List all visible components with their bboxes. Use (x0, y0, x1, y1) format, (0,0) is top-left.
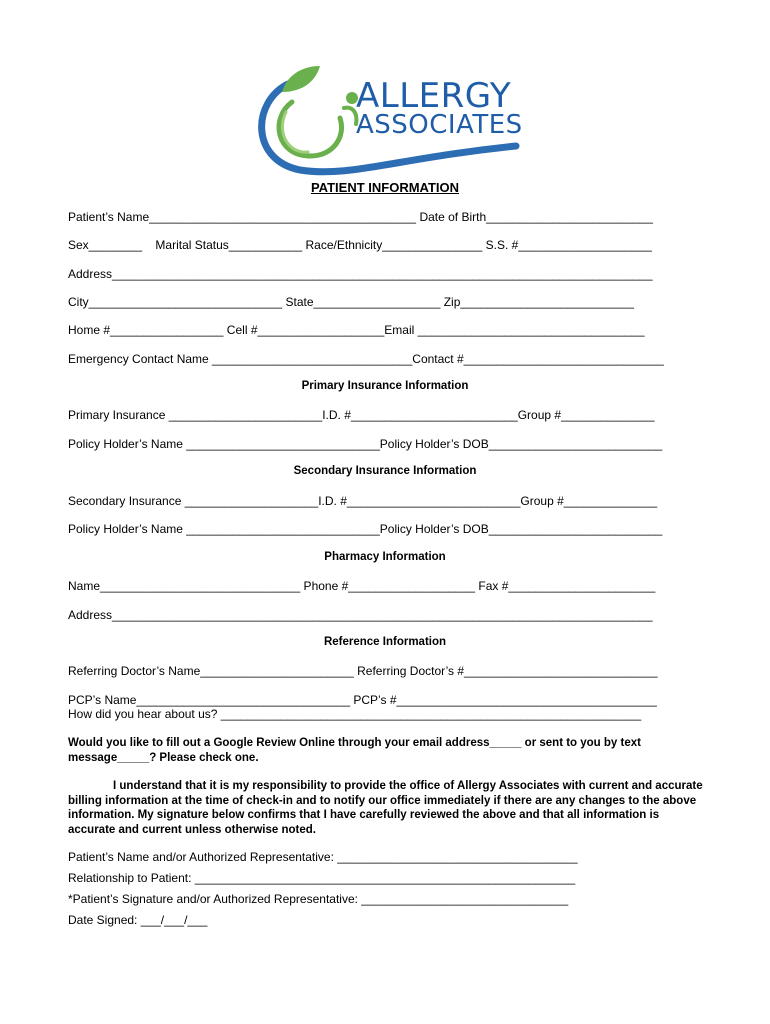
primary-insurance-line: Primary Insurance _______________________I.D. #_________________________Group #______________ (68, 408, 655, 422)
primary-policy-holder-line: Policy Holder’s Name _____________________________Policy Holder’s DOB__________________________ (68, 437, 663, 451)
pcp-line: PCP’s Name________________________________ PCP’s #_______________________________________ (68, 693, 657, 707)
pharmacy-heading: Pharmacy Information (324, 551, 446, 563)
address-line: Address_________________________________________________________________________________ (68, 267, 653, 281)
phone-email-line: Home #_________________ Cell #___________________Email __________________________________ (68, 323, 645, 337)
patient-name-representative-line: Patient’s Name and/or Authorized Representative: ____________________________________ (68, 850, 578, 864)
signature-line: *Patient’s Signature and/or Authorized Representative: _______________________________ (68, 892, 569, 906)
google-review-question: Would you like to fill out a Google Review Online through your email address_____ or sent to you by text message_____? Please check one. (68, 737, 641, 764)
page-title: PATIENT INFORMATION (310, 180, 460, 195)
relationship-line: Relationship to Patient: _________________________________________________________ (68, 871, 576, 885)
secondary-policy-holder-line: Policy Holder’s Name _____________________________Policy Holder’s DOB__________________________ (68, 522, 663, 536)
responsibility-statement: I understand that it is my responsibility to provide the office of Allergy Associates with current and accurate billing information at the time of check-in and to notify our office immediately if there are any changes to the above information. My signature below confirms that I have carefully reviewed the above and that all information is accurate and current unless otherwise noted. (68, 780, 703, 836)
pharmacy-address-line: Address_________________________________________________________________________________ (68, 608, 653, 622)
pharmacy-name-phone-fax-line: Name______________________________ Phone #___________________ Fax #______________________ (68, 579, 656, 593)
reference-heading: Reference Information (323, 636, 447, 648)
secondary-insurance-heading: Secondary Insurance Information (293, 465, 477, 477)
referring-doctor-line: Referring Doctor’s Name_______________________ Referring Doctor’s #_____________________________ (68, 664, 658, 678)
primary-insurance-heading: Primary Insurance Information (301, 380, 469, 392)
logo-text-associates: ASSOCIATES (356, 110, 523, 140)
emergency-contact-line: Emergency Contact Name ______________________________Contact #______________________________ (68, 352, 664, 366)
secondary-insurance-line: Secondary Insurance ____________________I.D. #__________________________Group #______________ (68, 494, 658, 508)
patient-name-dob-line: Patient’s Name________________________________________ Date of Birth_________________________ (68, 210, 653, 224)
date-signed-line: Date Signed: ___/___/___ (68, 913, 208, 927)
sex-marital-race-ss-line: Sex________ Marital Status___________ Race/Ethnicity_______________ S.S. #____________________ (68, 238, 652, 252)
logo-text-allergy: ALLERGY (356, 76, 512, 116)
how-heard-line: How did you hear about us? _______________________________________________________________ (68, 707, 642, 721)
city-state-zip-line: City_____________________________ State___________________ Zip__________________________ (68, 295, 634, 309)
